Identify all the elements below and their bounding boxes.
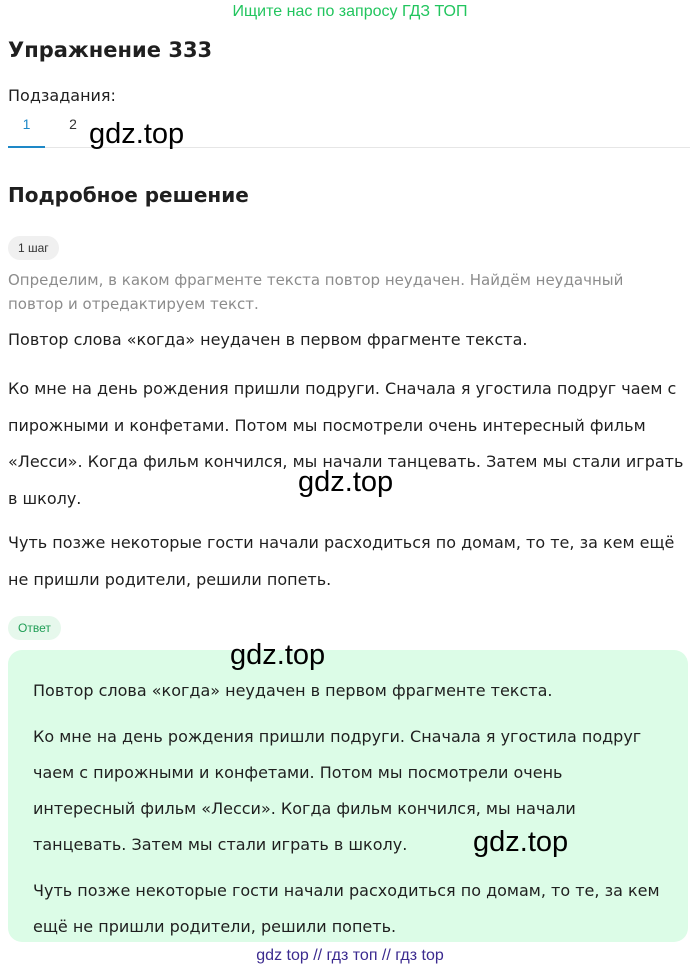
step-badge: 1 шаг <box>8 236 59 260</box>
answer-paragraph: Ко мне на день рождения пришли подруги. Сначала я угостила подруг чаем с пирожными и конфетами. Потом мы посмотрели очень интересный фильм «Лесси». Когда фильм кончился, мы начали танцевать. Затем мы стали играть в школу. <box>33 727 642 854</box>
subtasks-label: Подзадания: <box>8 86 116 105</box>
step-hint: Определим, в каком фрагменте текста повтор неудачен. Найдём неудачный повтор и отредактируем текст. <box>8 271 624 313</box>
solution-paragraph: Чуть позже некоторые гости начали расходиться по домам, то те, за кем ещё не пришли родители, решили попеть. <box>8 533 675 589</box>
solution-paragraph: Повтор слова «когда» неудачен в первом фрагменте текста. <box>8 330 528 349</box>
solution-title: Подробное решение <box>8 183 249 207</box>
solution-paragraph: Ко мне на день рождения пришли подруги. Сначала я угостила подруг чаем с пирожными и конфетами. Потом мы посмотрели очень интересный фильм «Лесси». Когда фильм кончился, мы начали танцевать. Затем мы стали играть в школу. <box>8 379 684 508</box>
answer-badge: Ответ <box>8 616 61 640</box>
footer-text: gdz top // гдз топ // гдз top <box>256 947 444 964</box>
watermark: gdz.top <box>298 466 394 498</box>
answer-paragraph: Повтор слова «когда» неудачен в первом фрагменте текста. <box>33 681 553 700</box>
page-title: Упражнение 333 <box>8 38 213 62</box>
promo-banner: Ищите нас по запросу ГДЗ ТОП <box>232 3 468 20</box>
tab-subtask-1[interactable]: 1 <box>8 116 45 148</box>
watermark: gdz.top <box>89 118 185 150</box>
watermark: gdz.top <box>473 826 569 858</box>
watermark: gdz.top <box>230 639 326 671</box>
tab-subtask-2[interactable]: 2 <box>69 116 77 132</box>
answer-paragraph: Чуть позже некоторые гости начали расходиться по домам, то те, за кем ещё не пришли родители, решили попеть. <box>33 881 660 936</box>
